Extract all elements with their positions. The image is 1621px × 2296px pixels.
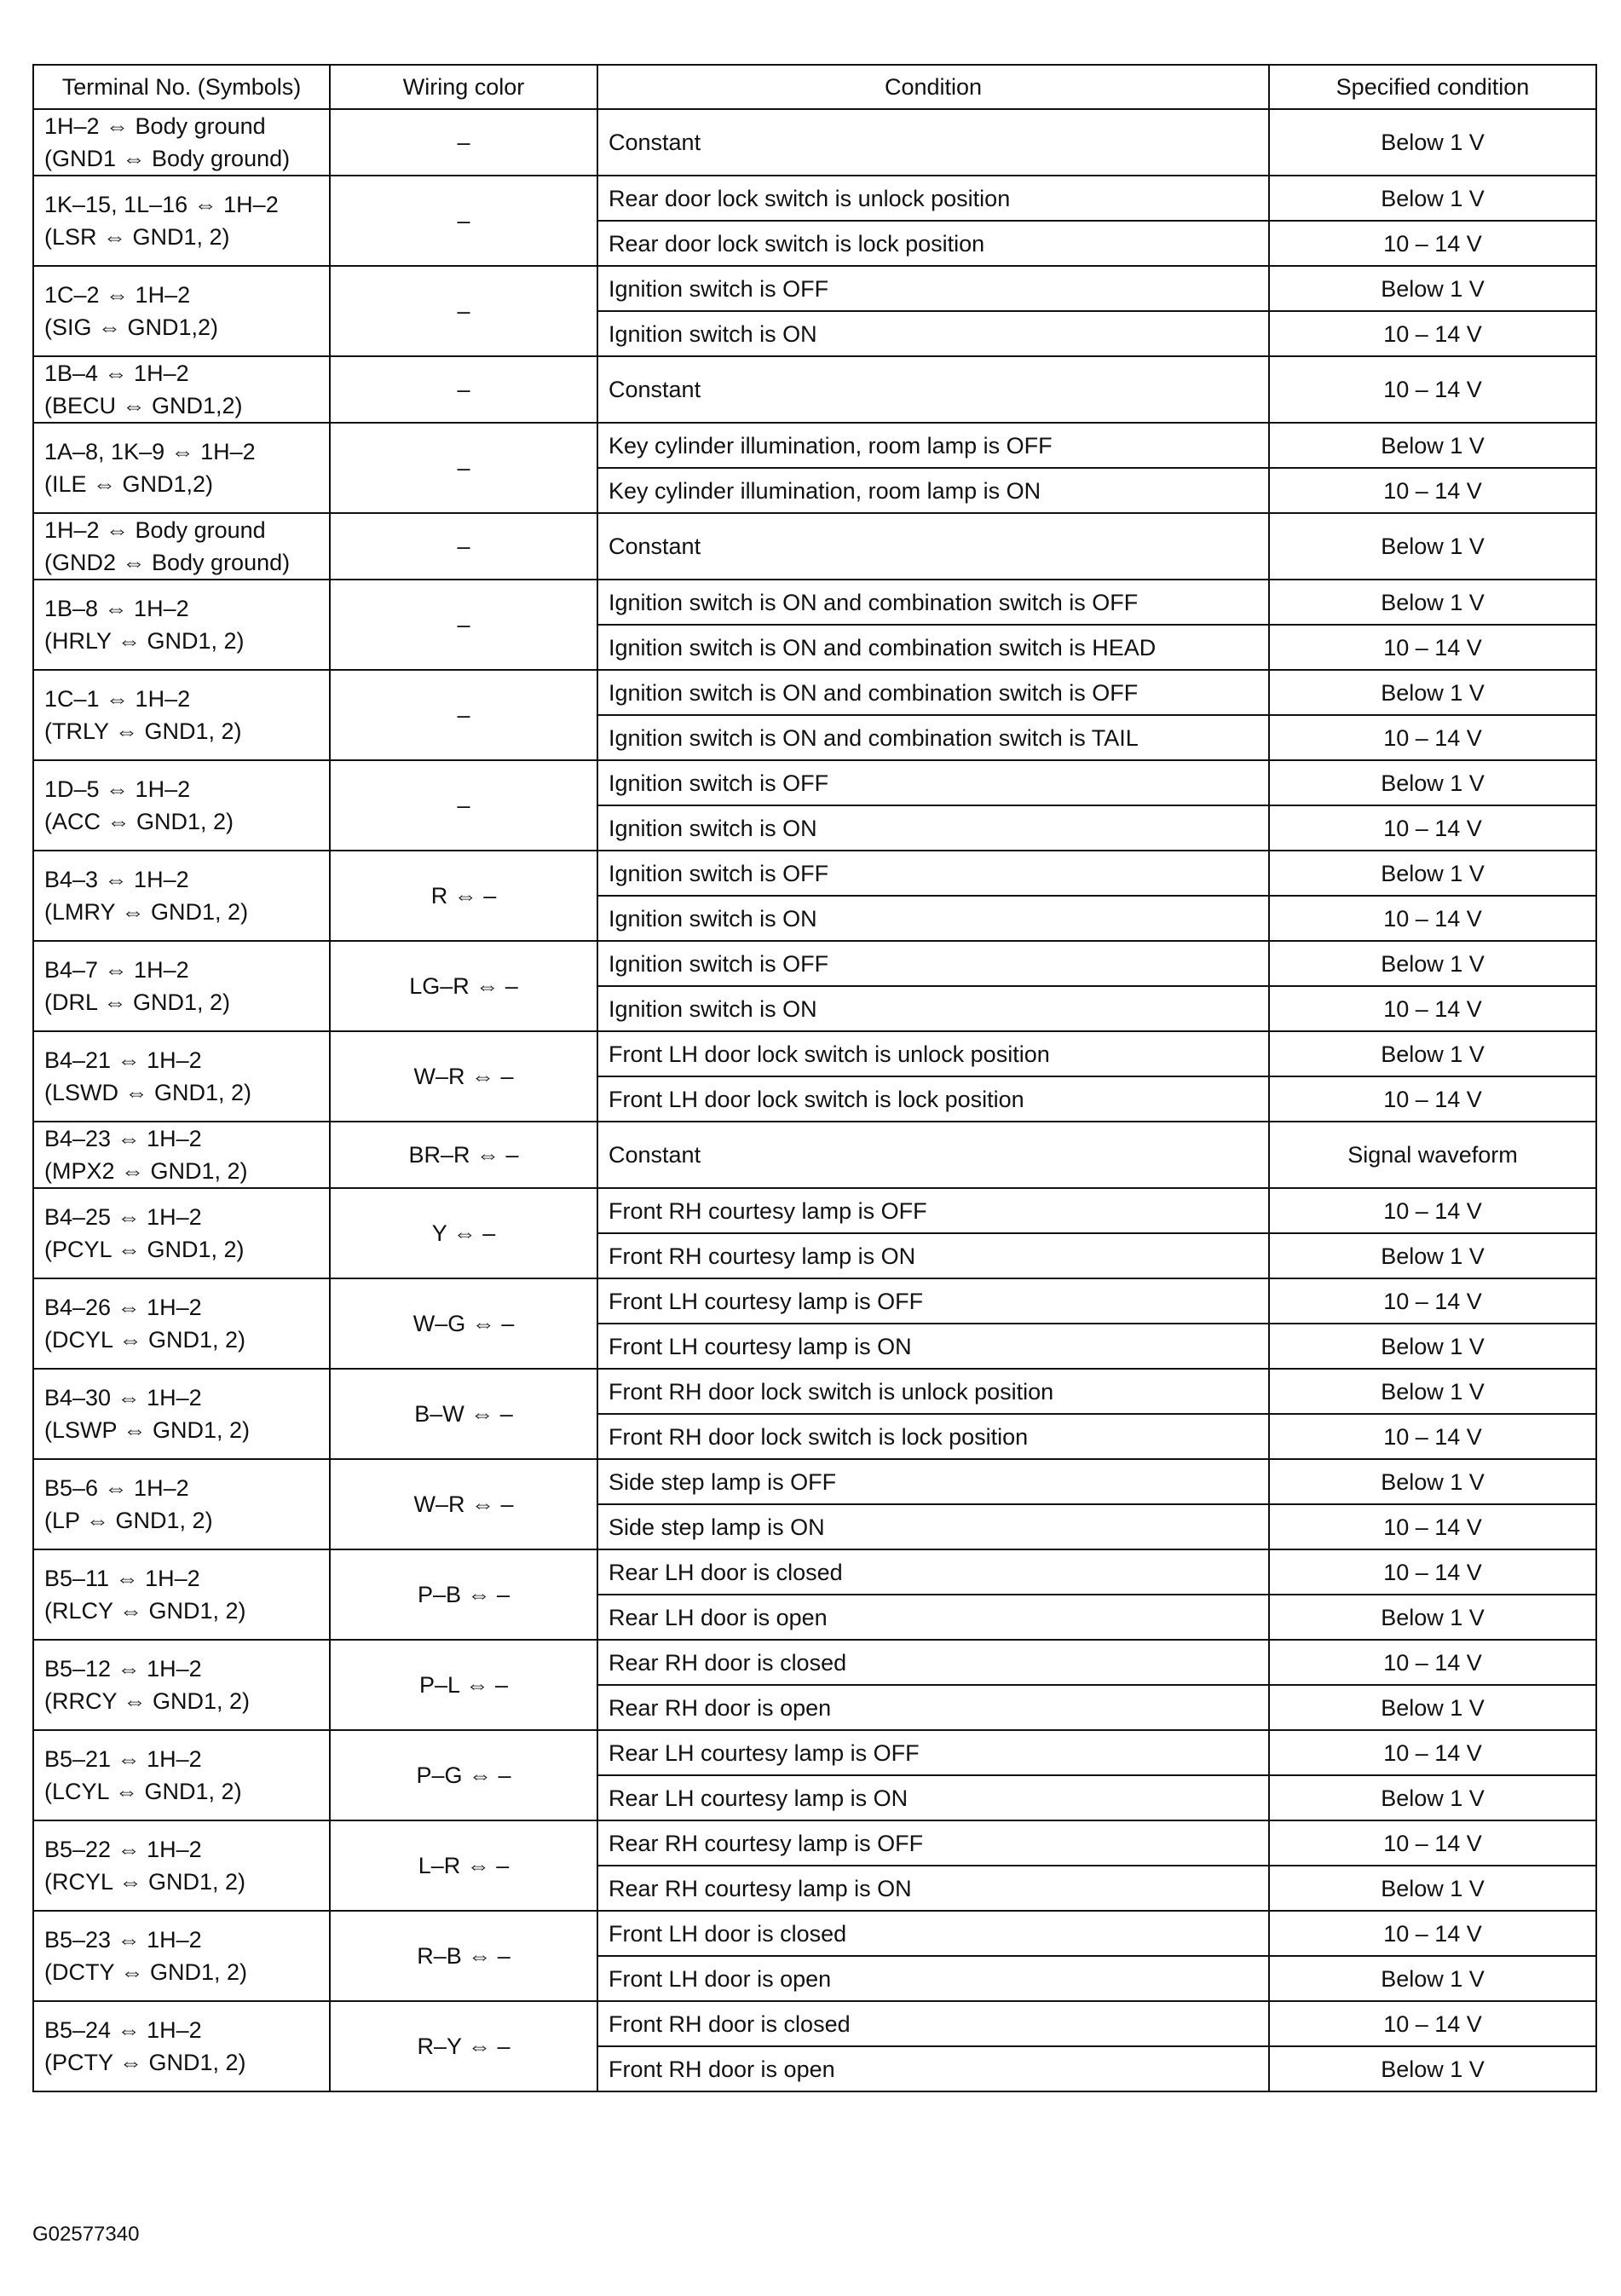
terminal-symbols: (LSR ⇔ GND1, 2) (44, 224, 230, 250)
terminal-cell (33, 1278, 330, 1369)
terminal-cell (33, 670, 330, 760)
table-row (33, 423, 1596, 468)
wiring-color-cell: – (330, 176, 597, 266)
terminal-cell (33, 1122, 330, 1188)
table-row (33, 1730, 1596, 1775)
table-row (33, 580, 1596, 625)
table-row (33, 1911, 1596, 1956)
specified-condition-cell: 10 – 14 V (1269, 896, 1596, 941)
header-specified-condition: Specified condition (1269, 65, 1596, 109)
condition-cell: Ignition switch is ON and combination switch is HEAD (597, 625, 1269, 670)
terminal-number: 1D–5 ⇔ 1H–2 (44, 776, 191, 802)
specified-condition-cell: 10 – 14 V (1269, 1730, 1596, 1775)
terminal-symbols: (GND1 ⇔ Body ground) (44, 146, 291, 171)
header-terminal: Terminal No. (Symbols) (33, 65, 330, 109)
wiring-color-cell: – (330, 266, 597, 356)
specified-condition-cell: Below 1 V (1269, 176, 1596, 221)
terminal-cell (33, 423, 330, 513)
specified-condition-cell: 10 – 14 V (1269, 1504, 1596, 1549)
condition-cell: Rear door lock switch is unlock position (597, 176, 1269, 221)
specified-condition-cell: 10 – 14 V (1269, 625, 1596, 670)
condition-cell: Side step lamp is OFF (597, 1459, 1269, 1504)
table-row (33, 941, 1596, 986)
terminal-symbols: (PCTY ⇔ GND1, 2) (44, 2050, 246, 2075)
table-row (33, 513, 1596, 580)
terminal-symbols: (RLCY ⇔ GND1, 2) (44, 1598, 246, 1624)
table-row (33, 1369, 1596, 1414)
specified-condition-cell: Below 1 V (1269, 513, 1596, 580)
wiring-color-cell: – (330, 760, 597, 851)
specified-condition-cell: 10 – 14 V (1269, 715, 1596, 760)
terminal-symbols: (LSWD ⇔ GND1, 2) (44, 1080, 252, 1105)
specified-condition-cell: Below 1 V (1269, 266, 1596, 311)
terminal-number: B4–26 ⇔ 1H–2 (44, 1295, 202, 1320)
condition-cell: Front RH door is closed (597, 2001, 1269, 2046)
condition-cell: Rear LH door is open (597, 1595, 1269, 1640)
specified-condition-cell: 10 – 14 V (1269, 1911, 1596, 1956)
table-row (33, 266, 1596, 311)
terminal-cell (33, 1369, 330, 1459)
condition-cell: Rear RH courtesy lamp is OFF (597, 1820, 1269, 1866)
terminal-symbols: (DCTY ⇔ GND1, 2) (44, 1959, 248, 1985)
table-row (33, 1188, 1596, 1233)
terminal-cell (33, 356, 330, 423)
specified-condition-cell: Below 1 V (1269, 580, 1596, 625)
table-row (33, 1640, 1596, 1685)
wiring-color-cell: B–W ⇔ – (330, 1369, 597, 1459)
terminal-symbols: (DCYL ⇔ GND1, 2) (44, 1327, 246, 1353)
condition-cell: Rear RH door is closed (597, 1640, 1269, 1685)
condition-cell: Ignition switch is OFF (597, 760, 1269, 805)
condition-cell: Front LH courtesy lamp is OFF (597, 1278, 1269, 1324)
condition-cell: Constant (597, 513, 1269, 580)
header-condition: Condition (597, 65, 1269, 109)
terminal-cell (33, 941, 330, 1031)
wiring-color-cell: R ⇔ – (330, 851, 597, 941)
condition-cell: Side step lamp is ON (597, 1504, 1269, 1549)
table-body (33, 109, 1596, 2091)
condition-cell: Ignition switch is ON (597, 896, 1269, 941)
table-row (33, 176, 1596, 221)
condition-cell: Front LH courtesy lamp is ON (597, 1324, 1269, 1369)
terminal-symbols: (SIG ⇔ GND1,2) (44, 314, 219, 340)
wiring-color-cell: W–G ⇔ – (330, 1278, 597, 1369)
condition-cell: Ignition switch is ON (597, 986, 1269, 1031)
wiring-color-cell: W–R ⇔ – (330, 1031, 597, 1122)
table-row (33, 1122, 1596, 1188)
specified-condition-cell: 10 – 14 V (1269, 1820, 1596, 1866)
table-row (33, 1031, 1596, 1076)
table-row (33, 1278, 1596, 1324)
condition-cell: Ignition switch is ON and combination switch is TAIL (597, 715, 1269, 760)
terminal-number: B5–22 ⇔ 1H–2 (44, 1837, 202, 1862)
terminal-cell (33, 176, 330, 266)
terminal-number: 1A–8, 1K–9 ⇔ 1H–2 (44, 439, 256, 464)
terminal-number: B4–25 ⇔ 1H–2 (44, 1204, 202, 1230)
terminal-symbols: (LSWP ⇔ GND1, 2) (44, 1417, 251, 1443)
terminal-cell (33, 851, 330, 941)
terminal-number: B5–6 ⇔ 1H–2 (44, 1475, 189, 1501)
terminal-number: 1B–4 ⇔ 1H–2 (44, 361, 189, 386)
specified-condition-cell: 10 – 14 V (1269, 2001, 1596, 2046)
terminal-cell (33, 760, 330, 851)
terminal-symbols: (RRCY ⇔ GND1, 2) (44, 1688, 251, 1714)
condition-cell: Front RH courtesy lamp is ON (597, 1233, 1269, 1278)
specified-condition-cell: Below 1 V (1269, 1324, 1596, 1369)
condition-cell: Front RH courtesy lamp is OFF (597, 1188, 1269, 1233)
terminal-number: B5–12 ⇔ 1H–2 (44, 1656, 202, 1682)
terminal-number: 1C–2 ⇔ 1H–2 (44, 282, 191, 308)
wiring-color-cell: W–R ⇔ – (330, 1459, 597, 1549)
condition-cell: Rear RH door is open (597, 1685, 1269, 1730)
terminal-cell (33, 1820, 330, 1911)
wiring-color-cell: – (330, 670, 597, 760)
terminal-number: 1K–15, 1L–16 ⇔ 1H–2 (44, 192, 279, 217)
condition-cell: Rear LH courtesy lamp is ON (597, 1775, 1269, 1820)
terminal-number: 1H–2 ⇔ Body ground (44, 517, 266, 543)
terminal-cell (33, 1911, 330, 2001)
specified-condition-cell: Below 1 V (1269, 423, 1596, 468)
specified-condition-cell: Below 1 V (1269, 1031, 1596, 1076)
condition-cell: Ignition switch is OFF (597, 266, 1269, 311)
wiring-color-cell: L–R ⇔ – (330, 1820, 597, 1911)
specified-condition-cell: Below 1 V (1269, 1866, 1596, 1911)
specified-condition-cell: 10 – 14 V (1269, 986, 1596, 1031)
terminal-cell (33, 580, 330, 670)
table-row (33, 109, 1596, 176)
terminal-symbols: (TRLY ⇔ GND1, 2) (44, 718, 242, 744)
table-header-row (33, 65, 1596, 109)
specified-condition-cell: 10 – 14 V (1269, 311, 1596, 356)
condition-cell: Rear RH courtesy lamp is ON (597, 1866, 1269, 1911)
terminal-symbols: (GND2 ⇔ Body ground) (44, 550, 291, 575)
terminal-number: B4–23 ⇔ 1H–2 (44, 1126, 202, 1151)
condition-cell: Rear LH courtesy lamp is OFF (597, 1730, 1269, 1775)
terminal-cell (33, 266, 330, 356)
terminal-cell (33, 109, 330, 176)
specified-condition-cell: Below 1 V (1269, 1956, 1596, 2001)
specified-condition-cell: Below 1 V (1269, 2046, 1596, 2091)
terminal-symbols: (DRL ⇔ GND1, 2) (44, 989, 231, 1015)
condition-cell: Rear LH door is closed (597, 1549, 1269, 1595)
terminal-number: B4–30 ⇔ 1H–2 (44, 1385, 202, 1410)
terminal-cell (33, 1730, 330, 1820)
terminal-symbols: (MPX2 ⇔ GND1, 2) (44, 1158, 248, 1184)
condition-cell: Key cylinder illumination, room lamp is OFF (597, 423, 1269, 468)
terminal-cell (33, 1188, 330, 1278)
condition-cell: Ignition switch is ON and combination switch is OFF (597, 670, 1269, 715)
specified-condition-cell: 10 – 14 V (1269, 1076, 1596, 1122)
condition-cell: Key cylinder illumination, room lamp is ON (597, 468, 1269, 513)
terminal-cell (33, 1031, 330, 1122)
specified-condition-cell: Below 1 V (1269, 941, 1596, 986)
condition-cell: Constant (597, 109, 1269, 176)
condition-cell: Ignition switch is ON (597, 805, 1269, 851)
terminal-number: B4–3 ⇔ 1H–2 (44, 867, 189, 892)
terminal-cell (33, 2001, 330, 2091)
specified-condition-cell: 10 – 14 V (1269, 805, 1596, 851)
table-row (33, 670, 1596, 715)
terminal-symbols: (LP ⇔ GND1, 2) (44, 1508, 213, 1533)
condition-cell: Constant (597, 1122, 1269, 1188)
table-row (33, 2001, 1596, 2046)
terminal-cell (33, 513, 330, 580)
condition-cell: Ignition switch is OFF (597, 941, 1269, 986)
terminal-cell (33, 1640, 330, 1730)
terminal-symbols: (LCYL ⇔ GND1, 2) (44, 1779, 242, 1804)
terminal-number: B5–24 ⇔ 1H–2 (44, 2017, 202, 2043)
header-wiring-color: Wiring color (330, 65, 597, 109)
specified-condition-cell: 10 – 14 V (1269, 1549, 1596, 1595)
condition-cell: Front RH door is open (597, 2046, 1269, 2091)
table-row (33, 851, 1596, 896)
terminal-number: 1H–2 ⇔ Body ground (44, 113, 266, 139)
terminal-cell (33, 1549, 330, 1640)
table-row (33, 760, 1596, 805)
condition-cell: Ignition switch is OFF (597, 851, 1269, 896)
table-row (33, 1820, 1596, 1866)
specified-condition-cell: Below 1 V (1269, 851, 1596, 896)
table-row (33, 1459, 1596, 1504)
specified-condition-cell: Below 1 V (1269, 1233, 1596, 1278)
condition-cell: Front LH door is open (597, 1956, 1269, 2001)
specified-condition-cell: 10 – 14 V (1269, 221, 1596, 266)
condition-cell: Front LH door lock switch is unlock position (597, 1031, 1269, 1076)
terminal-symbols: (LMRY ⇔ GND1, 2) (44, 899, 249, 925)
specified-condition-cell: Below 1 V (1269, 1369, 1596, 1414)
specified-condition-cell: 10 – 14 V (1269, 1188, 1596, 1233)
terminal-number: B4–21 ⇔ 1H–2 (44, 1047, 202, 1073)
terminal-number: B4–7 ⇔ 1H–2 (44, 957, 189, 983)
specified-condition-cell: 10 – 14 V (1269, 1278, 1596, 1324)
wiring-color-cell: R–Y ⇔ – (330, 2001, 597, 2091)
specified-condition-cell: Signal waveform (1269, 1122, 1596, 1188)
terminal-cell (33, 1459, 330, 1549)
terminal-number: 1B–8 ⇔ 1H–2 (44, 596, 189, 621)
specified-condition-cell: 10 – 14 V (1269, 1414, 1596, 1459)
terminal-symbols: (HRLY ⇔ GND1, 2) (44, 628, 245, 654)
condition-cell: Front LH door lock switch is lock position (597, 1076, 1269, 1122)
specified-condition-cell: Below 1 V (1269, 1459, 1596, 1504)
specified-condition-cell: Below 1 V (1269, 1685, 1596, 1730)
condition-cell: Front RH door lock switch is unlock position (597, 1369, 1269, 1414)
table-row (33, 356, 1596, 423)
wiring-color-cell: P–B ⇔ – (330, 1549, 597, 1640)
wiring-color-cell: P–L ⇔ – (330, 1640, 597, 1730)
terminal-number: B5–23 ⇔ 1H–2 (44, 1927, 202, 1953)
wiring-color-cell: Y ⇔ – (330, 1188, 597, 1278)
specified-condition-cell: 10 – 14 V (1269, 356, 1596, 423)
wiring-color-cell: P–G ⇔ – (330, 1730, 597, 1820)
specified-condition-cell: 10 – 14 V (1269, 468, 1596, 513)
specified-condition-cell: Below 1 V (1269, 1775, 1596, 1820)
terminal-symbols: (BECU ⇔ GND1,2) (44, 393, 243, 418)
wiring-color-cell: BR–R ⇔ – (330, 1122, 597, 1188)
condition-cell: Ignition switch is ON and combination switch is OFF (597, 580, 1269, 625)
figure-id-label: G02577340 (32, 2223, 140, 2246)
specified-condition-cell: 10 – 14 V (1269, 1640, 1596, 1685)
terminal-symbols: (ACC ⇔ GND1, 2) (44, 809, 234, 834)
condition-cell: Constant (597, 356, 1269, 423)
specified-condition-cell: Below 1 V (1269, 760, 1596, 805)
terminal-number: B5–21 ⇔ 1H–2 (44, 1746, 202, 1772)
specified-condition-cell: Below 1 V (1269, 670, 1596, 715)
wiring-color-cell: – (330, 580, 597, 670)
terminal-symbols: (ILE ⇔ GND1,2) (44, 471, 214, 497)
terminal-number: B5–11 ⇔ 1H–2 (44, 1566, 200, 1591)
wiring-color-cell: R–B ⇔ – (330, 1911, 597, 2001)
wiring-color-cell: – (330, 109, 597, 176)
table-row (33, 1549, 1596, 1595)
terminal-inspection-table (32, 64, 1597, 2092)
terminal-number: 1C–1 ⇔ 1H–2 (44, 686, 191, 712)
wiring-color-cell: – (330, 423, 597, 513)
condition-cell: Ignition switch is ON (597, 311, 1269, 356)
condition-cell: Front RH door lock switch is lock position (597, 1414, 1269, 1459)
wiring-color-cell: – (330, 356, 597, 423)
specified-condition-cell: Below 1 V (1269, 1595, 1596, 1640)
specified-condition-cell: Below 1 V (1269, 109, 1596, 176)
wiring-color-cell: LG–R ⇔ – (330, 941, 597, 1031)
terminal-symbols: (PCYL ⇔ GND1, 2) (44, 1237, 245, 1262)
condition-cell: Front LH door is closed (597, 1911, 1269, 1956)
terminal-symbols: (RCYL ⇔ GND1, 2) (44, 1869, 246, 1895)
wiring-color-cell: – (330, 513, 597, 580)
condition-cell: Rear door lock switch is lock position (597, 221, 1269, 266)
